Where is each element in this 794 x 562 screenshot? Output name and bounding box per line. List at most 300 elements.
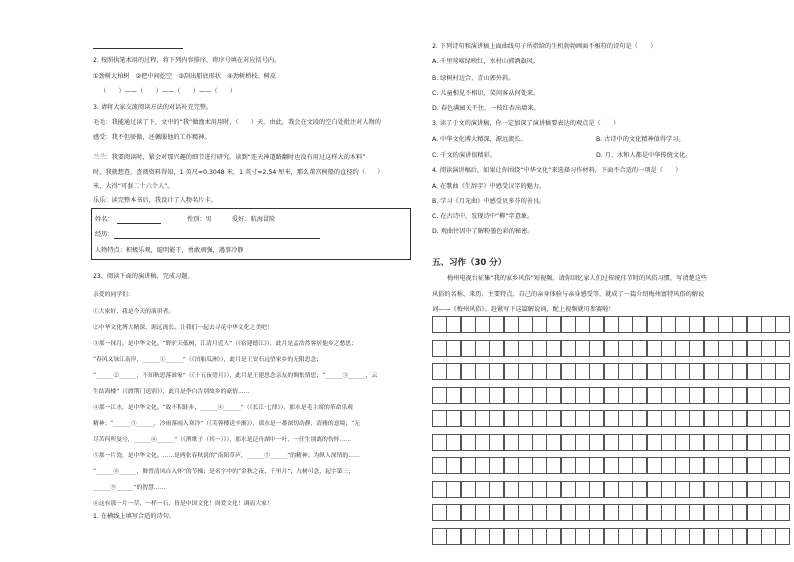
grid-cell[interactable] [575, 340, 590, 357]
grid-cell[interactable] [532, 434, 547, 451]
speech-line: ②中华文化博大精深，源远流长。让我们一起去寻觅中华文化之美吧！ [93, 325, 273, 331]
grid-cell[interactable] [675, 504, 690, 521]
grid-cell[interactable] [489, 481, 504, 498]
grid-cell[interactable] [432, 316, 447, 333]
grid-cell[interactable] [661, 410, 676, 427]
speech-line: 尽苦何所复兮，______⑥______”（《渔歌子（其一）》），那水是泛舟湖中一叶，一任生别离的伤怀…… [93, 437, 352, 443]
grid-cell[interactable] [761, 481, 776, 498]
grid-cell[interactable] [618, 457, 633, 474]
grid-cell[interactable] [704, 316, 719, 333]
grid-cell[interactable] [504, 434, 519, 451]
grid-cell[interactable] [775, 363, 790, 380]
grid-cell[interactable] [446, 457, 461, 474]
grid-cell[interactable] [761, 363, 776, 380]
grid-cell[interactable] [689, 528, 704, 545]
grid-cell[interactable] [475, 410, 490, 427]
speech-line: ①大家好，我是今天的演讲者。 [93, 309, 175, 315]
grid-cell[interactable] [475, 316, 490, 333]
grid-cell[interactable] [489, 434, 504, 451]
speech-line: ③那一抹月，是中华文化。“野旷天低树，江清月近人”（《宿建德江》），此月是孟浩然客居他乡之愁思； [93, 341, 357, 347]
grid-cell[interactable] [761, 457, 776, 474]
grid-cell[interactable] [561, 528, 576, 545]
grid-cell[interactable] [689, 434, 704, 451]
grid-cell[interactable] [504, 504, 519, 521]
grid-cell[interactable] [589, 504, 604, 521]
grid-cell[interactable] [546, 410, 561, 427]
grid-cell[interactable] [661, 457, 676, 474]
grid-cell[interactable] [561, 410, 576, 427]
grid-cell[interactable] [732, 457, 747, 474]
grid-cell[interactable] [461, 504, 476, 521]
grid-cell[interactable] [632, 340, 647, 357]
grid-row [432, 387, 792, 404]
grid-cell[interactable] [518, 457, 533, 474]
grid-cell[interactable] [618, 410, 633, 427]
grid-cell[interactable] [718, 410, 733, 427]
grid-row [432, 457, 792, 474]
grid-cell[interactable] [689, 387, 704, 404]
grid-cell[interactable] [647, 434, 662, 451]
grid-cell[interactable] [618, 528, 633, 545]
grid-cell[interactable] [618, 434, 633, 451]
grid-cell[interactable] [761, 316, 776, 333]
grid-cell[interactable] [718, 316, 733, 333]
grid-cell[interactable] [689, 316, 704, 333]
grid-cell[interactable] [504, 363, 519, 380]
r-q2-option: D. 春色满园关不住，一枝红杏出墙来。 [432, 105, 540, 112]
grid-cell[interactable] [518, 410, 533, 427]
speech-line: 精神；“______⑤______，冷雨落雨入寒冷”（《芙蓉楼送辛渐》），那水是一番深切动静、清雅的意境；“无 [93, 421, 360, 427]
grid-cell[interactable] [747, 410, 762, 427]
grid-cell[interactable] [446, 481, 461, 498]
grid-cell[interactable] [647, 528, 662, 545]
grid-cell[interactable] [532, 387, 547, 404]
grid-cell[interactable] [561, 434, 576, 451]
grid-cell[interactable] [461, 316, 476, 333]
speech-line: ⑥这有那一片一草、一样一石，皆是中国文化！周爱文化！调而大家！ [93, 501, 273, 507]
grid-cell[interactable] [632, 387, 647, 404]
q3-prompt: 3. 请将大家交流阅读方法的对话补充完整。 [93, 104, 213, 111]
grid-cell[interactable] [446, 387, 461, 404]
grid-cell[interactable] [604, 387, 619, 404]
grid-cell[interactable] [504, 528, 519, 545]
grid-cell[interactable] [475, 481, 490, 498]
grid-cell[interactable] [504, 457, 519, 474]
grid-cell[interactable] [461, 434, 476, 451]
q3-lanlan-3: 米，大得“可套二十六个人”。 [93, 183, 174, 190]
grid-cell[interactable] [704, 363, 719, 380]
grid-cell[interactable] [704, 410, 719, 427]
grid-cell[interactable] [761, 387, 776, 404]
grid-cell[interactable] [461, 457, 476, 474]
grid-cell[interactable] [432, 457, 447, 474]
grid-cell[interactable] [675, 434, 690, 451]
grid-cell[interactable] [775, 410, 790, 427]
grid-cell[interactable] [718, 528, 733, 545]
grid-cell[interactable] [446, 504, 461, 521]
grid-cell[interactable] [632, 481, 647, 498]
grid-cell[interactable] [589, 434, 604, 451]
grid-cell[interactable] [589, 528, 604, 545]
grid-cell[interactable] [589, 457, 604, 474]
grid-cell[interactable] [489, 363, 504, 380]
grid-cell[interactable] [747, 316, 762, 333]
grid-cell[interactable] [632, 316, 647, 333]
grid-cell[interactable] [575, 316, 590, 333]
grid-cell[interactable] [632, 504, 647, 521]
grid-cell[interactable] [432, 481, 447, 498]
grid-cell[interactable] [661, 504, 676, 521]
grid-cell[interactable] [732, 387, 747, 404]
grid-cell[interactable] [604, 316, 619, 333]
grid-cell[interactable] [718, 434, 733, 451]
grid-cell[interactable] [704, 434, 719, 451]
grid-cell[interactable] [618, 363, 633, 380]
grid-cell[interactable] [432, 504, 447, 521]
r-q4-option: D. 观曲往因中了解粉墨色彩的秘密。 [432, 228, 534, 235]
grid-cell[interactable] [561, 504, 576, 521]
grid-cell[interactable] [561, 340, 576, 357]
grid-cell[interactable] [546, 316, 561, 333]
grid-cell[interactable] [632, 363, 647, 380]
grid-cell[interactable] [532, 363, 547, 380]
r-q2-option: C. 儿童相见不相识，笑问客从何处来。 [432, 90, 540, 97]
grid-cell[interactable] [704, 528, 719, 545]
grid-cell[interactable] [761, 410, 776, 427]
grid-cell[interactable] [446, 410, 461, 427]
grid-cell[interactable] [604, 528, 619, 545]
grid-cell[interactable] [504, 481, 519, 498]
grid-cell[interactable] [732, 363, 747, 380]
r-q4-option: A. 在歌曲《生辞字》中感受汉字的魅力。 [432, 183, 546, 190]
grid-cell[interactable] [604, 457, 619, 474]
card-experience-line [114, 238, 320, 239]
q3-lele: 乐乐：读完整本书后，我设计了人物名片卡。 [93, 197, 217, 204]
section-5-line: 梅州电视台征集“我的家乡风俗”短视频。请你回忆家人们过传统佳节时的风俗习惯，写清楚这些 [447, 275, 708, 282]
grid-cell[interactable] [747, 528, 762, 545]
grid-cell[interactable] [575, 387, 590, 404]
grid-cell[interactable] [546, 481, 561, 498]
grid-cell[interactable] [532, 481, 547, 498]
grid-cell[interactable] [504, 316, 519, 333]
grid-cell[interactable] [575, 504, 590, 521]
grid-cell[interactable] [761, 434, 776, 451]
grid-cell[interactable] [504, 387, 519, 404]
grid-cell[interactable] [489, 504, 504, 521]
speech-line: ④那一江水，是中华文化。“故不积跬步，______④______”（《长江·七律》），那水是毛主席的革命乐观 [93, 405, 353, 411]
grid-row [432, 316, 792, 333]
grid-cell[interactable] [661, 363, 676, 380]
grid-cell[interactable] [475, 434, 490, 451]
grid-cell[interactable] [575, 410, 590, 427]
grid-cell[interactable] [604, 340, 619, 357]
grid-cell[interactable] [561, 363, 576, 380]
q2-prompt: 2. 按照执笔术用的过程，将下列内容排序，将序号填在对应括号内。 [93, 57, 281, 64]
grid-cell[interactable] [575, 481, 590, 498]
grid-cell[interactable] [632, 457, 647, 474]
grid-cell[interactable] [632, 410, 647, 427]
grid-cell[interactable] [575, 528, 590, 545]
grid-cell[interactable] [532, 528, 547, 545]
grid-cell[interactable] [647, 340, 662, 357]
grid-cell[interactable] [618, 387, 633, 404]
grid-cell[interactable] [575, 434, 590, 451]
grid-cell[interactable] [475, 363, 490, 380]
speech-line: ⑤那一片瓷，是中华文化。……是两张春秋说的“南阳草庐，______⑦______”的精神；为纵人深情的…… [93, 453, 360, 459]
grid-cell[interactable] [475, 528, 490, 545]
r-q2-option: B. 绿树村边合，青山郭外斜。 [432, 75, 515, 82]
grid-cell[interactable] [718, 340, 733, 357]
grid-cell[interactable] [461, 481, 476, 498]
section-5-line: 词——《梅州风俗》。赶紧写下这篇解说词，配上视频就可参赛啦！ [432, 306, 615, 313]
grid-cell[interactable] [661, 387, 676, 404]
card-traits: 人物特点：积极乐观，聪明能干，勇敢顽强，遇事冷静 [95, 247, 244, 254]
grid-cell[interactable] [675, 340, 690, 357]
card-gender: 性别：男 [187, 216, 212, 223]
grid-cell[interactable] [704, 340, 719, 357]
grid-cell[interactable] [647, 410, 662, 427]
grid-cell[interactable] [675, 481, 690, 498]
grid-cell[interactable] [618, 504, 633, 521]
grid-cell[interactable] [732, 481, 747, 498]
grid-cell[interactable] [604, 481, 619, 498]
grid-cell[interactable] [761, 504, 776, 521]
q3-lanlan-1: 兰兰：我要阅读时，紧会对那兴趣的细节进行研究。读到“连天神道路翻时也没有用过这样大的木料” [93, 154, 366, 161]
grid-cell[interactable] [518, 363, 533, 380]
grid-row [432, 481, 792, 498]
grid-cell[interactable] [775, 481, 790, 498]
r-q3-option-b: B. 古诗中的文化精神值得学习。 [596, 136, 685, 143]
grid-cell[interactable] [618, 481, 633, 498]
grid-cell[interactable] [489, 316, 504, 333]
grid-cell[interactable] [604, 434, 619, 451]
grid-cell[interactable] [446, 434, 461, 451]
r-q3-option-d: D. 月、水和人都是中华传统文化。 [596, 152, 692, 159]
grid-cell[interactable] [775, 316, 790, 333]
grid-cell[interactable] [689, 481, 704, 498]
grid-cell[interactable] [504, 410, 519, 427]
grid-cell[interactable] [546, 434, 561, 451]
grid-cell[interactable] [475, 504, 490, 521]
r-q4-prompt: 4. 阅读演讲稿后，如果让你围绕“中华文化”来选择习作材料，下面不合适的一项是（ ） [432, 167, 682, 174]
grid-cell[interactable] [461, 363, 476, 380]
grid-cell[interactable] [561, 481, 576, 498]
grid-cell[interactable] [747, 481, 762, 498]
grid-cell[interactable] [461, 340, 476, 357]
grid-cell[interactable] [532, 316, 547, 333]
grid-cell[interactable] [532, 457, 547, 474]
grid-cell[interactable] [461, 528, 476, 545]
q3-maomao-1: 毛毛：我能通过读了下，文中的“我”做渔术用用时，（ ）天。由此，我会在文段的空白处批注对人物的 [93, 119, 381, 126]
grid-cell[interactable] [775, 340, 790, 357]
grid-cell[interactable] [775, 434, 790, 451]
grid-cell[interactable] [775, 504, 790, 521]
grid-cell[interactable] [747, 434, 762, 451]
grid-cell[interactable] [647, 316, 662, 333]
grid-cell[interactable] [647, 457, 662, 474]
grid-cell[interactable] [775, 457, 790, 474]
grid-cell[interactable] [632, 528, 647, 545]
top-answer-line [93, 48, 183, 49]
grid-cell[interactable] [489, 457, 504, 474]
grid-cell[interactable] [575, 457, 590, 474]
grid-row [432, 340, 792, 357]
grid-cell[interactable] [689, 504, 704, 521]
grid-cell[interactable] [704, 387, 719, 404]
grid-cell[interactable] [661, 481, 676, 498]
grid-cell[interactable] [446, 363, 461, 380]
grid-cell[interactable] [718, 504, 733, 521]
grid-cell[interactable] [747, 340, 762, 357]
grid-cell[interactable] [589, 481, 604, 498]
grid-cell[interactable] [446, 340, 461, 357]
grid-row [432, 434, 792, 451]
grid-cell[interactable] [689, 410, 704, 427]
grid-cell[interactable] [561, 387, 576, 404]
grid-cell[interactable] [518, 340, 533, 357]
grid-cell[interactable] [518, 504, 533, 521]
grid-cell[interactable] [432, 387, 447, 404]
grid-cell[interactable] [561, 316, 576, 333]
grid-cell[interactable] [704, 504, 719, 521]
r-q2-option: A. 千里莺啼绿映红，水村山郭酒旗风。 [432, 58, 540, 65]
grid-cell[interactable] [689, 340, 704, 357]
grid-cell[interactable] [732, 410, 747, 427]
grid-cell[interactable] [546, 387, 561, 404]
grid-cell[interactable] [475, 340, 490, 357]
grid-cell[interactable] [675, 410, 690, 427]
grid-cell[interactable] [747, 363, 762, 380]
grid-cell[interactable] [775, 387, 790, 404]
grid-cell[interactable] [675, 363, 690, 380]
grid-cell[interactable] [661, 340, 676, 357]
grid-cell[interactable] [518, 387, 533, 404]
grid-cell[interactable] [718, 363, 733, 380]
grid-cell[interactable] [647, 387, 662, 404]
grid-cell[interactable] [589, 363, 604, 380]
grid-cell[interactable] [546, 340, 561, 357]
grid-cell[interactable] [589, 340, 604, 357]
grid-cell[interactable] [432, 363, 447, 380]
grid-cell[interactable] [604, 363, 619, 380]
grid-cell[interactable] [604, 410, 619, 427]
r-q3-option-c: C. 千文的演讲很精彩。 [432, 152, 496, 159]
section-5-title: 五、习作（30 分） [432, 258, 507, 268]
grid-cell[interactable] [461, 410, 476, 427]
grid-cell[interactable] [489, 528, 504, 545]
grid-cell[interactable] [647, 481, 662, 498]
grid-cell[interactable] [747, 387, 762, 404]
grid-cell[interactable] [661, 434, 676, 451]
grid-cell[interactable] [647, 504, 662, 521]
grid-cell[interactable] [546, 528, 561, 545]
q2-answer-line: （ ）——（ ）——（ ）——（ ） [100, 88, 237, 95]
grid-cell[interactable] [647, 363, 662, 380]
speech-line: “______②______，不知秋思落谁家”（《十五夜望月》），此月是王建思念亲友的惆怅情思；“______③______，云 [93, 373, 378, 379]
speech-line: ______⑨______”的智慧…… [93, 485, 166, 491]
card-name-line [117, 223, 161, 224]
grid-cell[interactable] [575, 363, 590, 380]
grid-cell[interactable] [432, 434, 447, 451]
grid-cell[interactable] [489, 410, 504, 427]
grid-cell[interactable] [432, 528, 447, 545]
grid-cell[interactable] [704, 481, 719, 498]
grid-cell[interactable] [718, 387, 733, 404]
grid-cell[interactable] [718, 481, 733, 498]
grid-cell[interactable] [532, 410, 547, 427]
grid-cell[interactable] [546, 363, 561, 380]
grid-cell[interactable] [518, 316, 533, 333]
grid-cell[interactable] [432, 340, 447, 357]
grid-cell[interactable] [489, 340, 504, 357]
grid-cell[interactable] [446, 316, 461, 333]
grid-cell[interactable] [489, 387, 504, 404]
grid-cell[interactable] [561, 457, 576, 474]
grid-cell[interactable] [589, 410, 604, 427]
grid-cell[interactable] [632, 434, 647, 451]
grid-cell[interactable] [546, 504, 561, 521]
grid-cell[interactable] [518, 434, 533, 451]
grid-cell[interactable] [618, 340, 633, 357]
grid-cell[interactable] [689, 363, 704, 380]
grid-cell[interactable] [761, 528, 776, 545]
grid-cell[interactable] [675, 528, 690, 545]
q2-options: ①劲树大柏树 ②把中间挖空 ③刮出船底形状 ④劲树梢枝、树皮 [93, 73, 277, 80]
grid-cell[interactable] [661, 316, 676, 333]
grid-cell[interactable] [475, 387, 490, 404]
grid-cell[interactable] [732, 434, 747, 451]
grid-cell[interactable] [732, 528, 747, 545]
grid-cell[interactable] [618, 316, 633, 333]
grid-cell[interactable] [589, 316, 604, 333]
grid-cell[interactable] [675, 457, 690, 474]
grid-cell[interactable] [532, 340, 547, 357]
grid-cell[interactable] [675, 316, 690, 333]
grid-cell[interactable] [475, 457, 490, 474]
speech-line: 生结海楼”（《渡荆门送别》），此月是李白告别故乡的豪情…… [93, 389, 250, 395]
grid-cell[interactable] [589, 387, 604, 404]
grid-cell[interactable] [518, 481, 533, 498]
grid-cell[interactable] [732, 340, 747, 357]
grid-row [432, 410, 792, 427]
grid-cell[interactable] [689, 457, 704, 474]
grid-cell[interactable] [775, 528, 790, 545]
grid-cell[interactable] [532, 504, 547, 521]
grid-cell[interactable] [661, 528, 676, 545]
grid-cell[interactable] [546, 457, 561, 474]
grid-cell[interactable] [446, 528, 461, 545]
grid-cell[interactable] [718, 457, 733, 474]
grid-cell[interactable] [704, 457, 719, 474]
r-q3-prompt: 3. 读了于文的演讲稿，你一定加深了演讲稿要表达的观点是（ ） [432, 120, 620, 127]
grid-cell[interactable] [504, 340, 519, 357]
grid-cell[interactable] [732, 316, 747, 333]
r-q4-option: C. 在古诗中，发现诗中“柳”字意象。 [432, 213, 534, 220]
grid-row [432, 528, 792, 545]
grid-cell[interactable] [518, 528, 533, 545]
r-q4-option: B. 学习《月光曲》中感受贝多芬的善良。 [432, 198, 546, 205]
grid-cell[interactable] [732, 504, 747, 521]
grid-cell[interactable] [747, 504, 762, 521]
grid-cell[interactable] [604, 504, 619, 521]
grid-cell[interactable] [461, 387, 476, 404]
grid-cell[interactable] [761, 340, 776, 357]
speech-line: 亲爱的同学们： [93, 292, 134, 298]
grid-cell[interactable] [675, 387, 690, 404]
grid-row [432, 363, 792, 380]
grid-cell[interactable] [747, 457, 762, 474]
grid-cell[interactable] [432, 410, 447, 427]
